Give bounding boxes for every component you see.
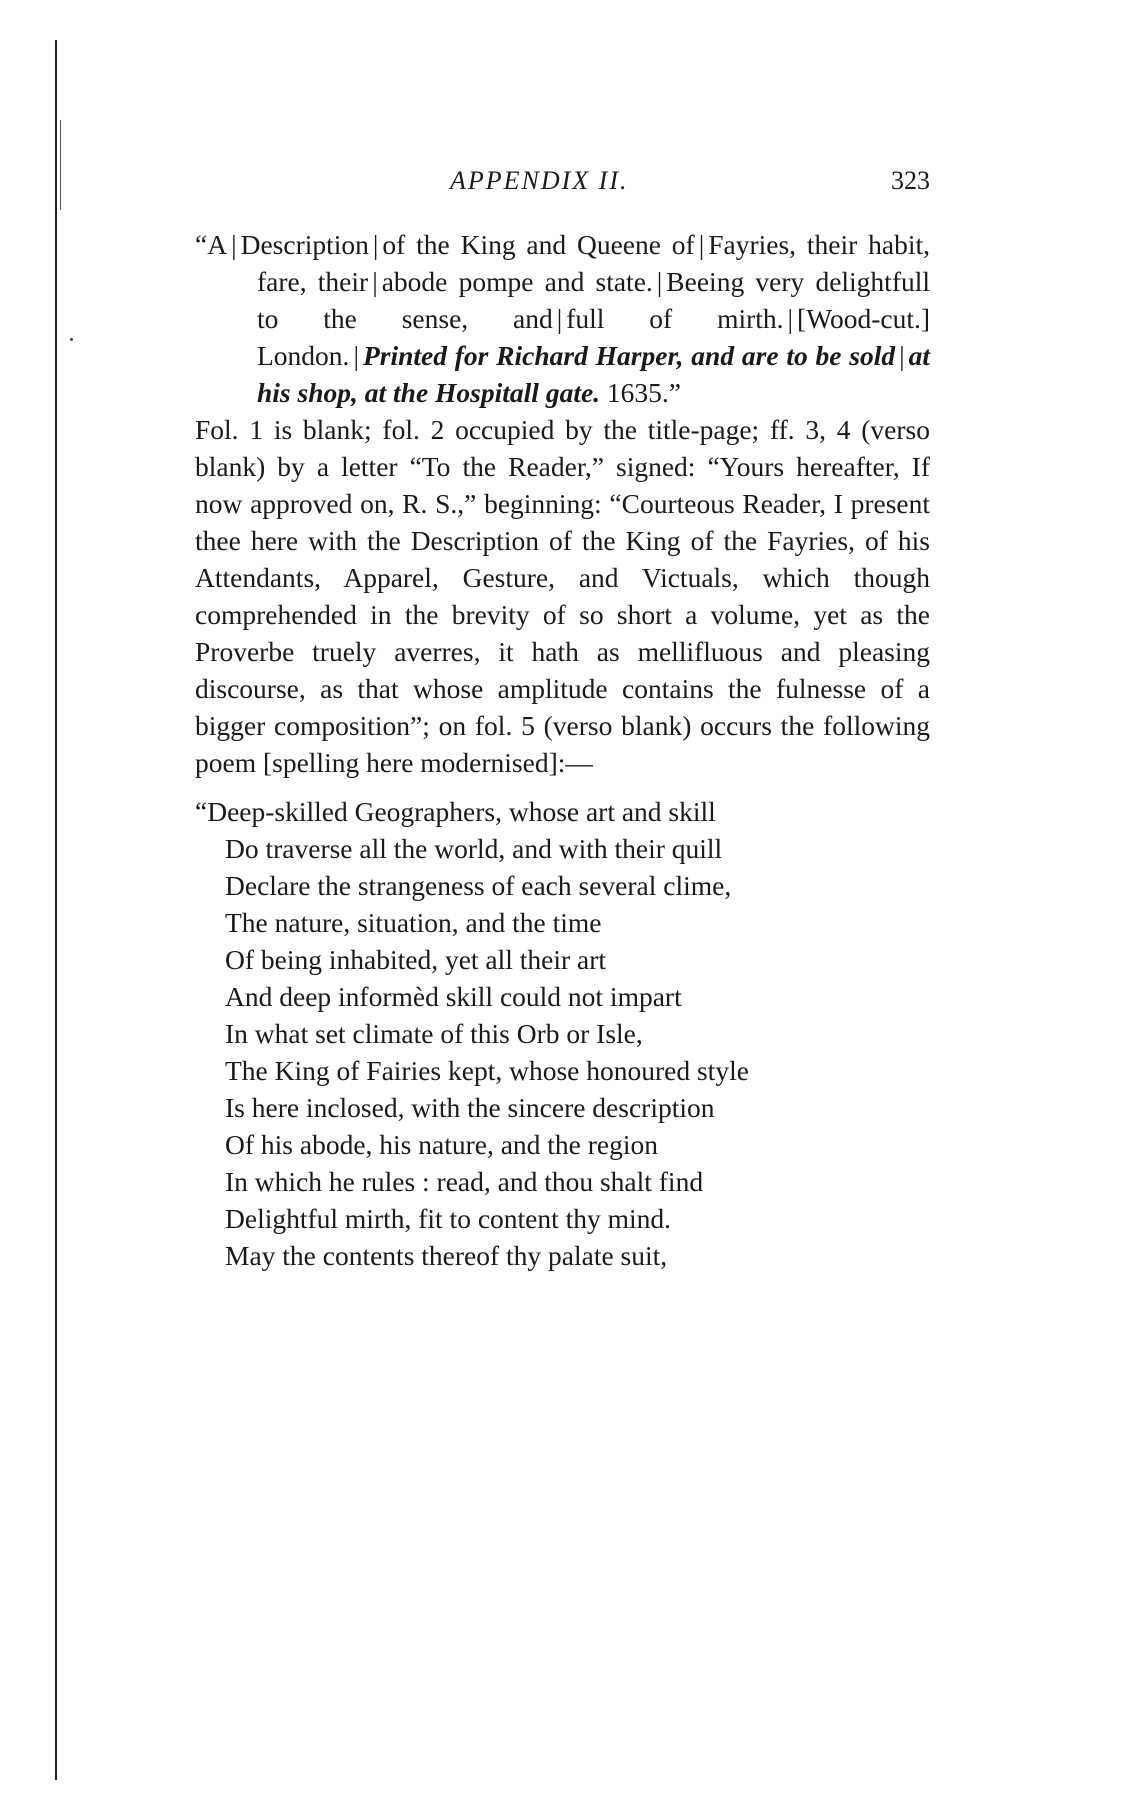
title-date: 1635.” — [606, 377, 682, 408]
title-page-transcription: “A | Description | of the King and Queene of | Fayries, their habit, fare, their | abode pompe and state. | Beeing very delightfull to the sense, and | full of mirth. | [Wood-cut.] London. | Printed for Richard Harper, and are to be sold | at his shop, at the Hospitall gate. 1635.” — [195, 229, 931, 408]
page-header — [195, 166, 930, 206]
poem-line: Delightful mirth, fit to content thy mind. — [225, 1203, 672, 1234]
title-part: of the King and Queene of — [382, 229, 695, 260]
poem-line: Of being inhabited, yet all their art — [225, 944, 607, 975]
page-number: 323 — [891, 166, 930, 195]
running-title: APPENDIX II. — [450, 166, 629, 195]
poem-line: “Deep-skilled Geographers, whose art and skill — [195, 796, 716, 827]
poem-line: The nature, situation, and the time — [225, 907, 602, 938]
poem — [195, 793, 930, 1274]
title-part: abode pompe and state. — [381, 266, 653, 297]
title-open: “A — [195, 229, 228, 260]
poem-line: Is here inclosed, with the sincere description — [225, 1092, 715, 1123]
poem-line: And deep informèd skill could not impart — [225, 981, 682, 1012]
title-imprint: Printed for Richard Harper, and are to be sold — [362, 340, 896, 371]
poem-line: Do traverse all the world, and with their quill — [225, 833, 723, 864]
page-body — [195, 226, 930, 1274]
binding-edge-line — [55, 40, 57, 1780]
title-part: full of mirth. — [566, 303, 784, 334]
paper-speck — [70, 338, 73, 341]
poem-line: The King of Fairies kept, whose honoured style — [225, 1055, 749, 1086]
collation-paragraph: Fol. 1 is blank; fol. 2 occupied by the title-page; ff. 3, 4 (verso blank) by a letter “To the Reader,” signed: “Yours hereafter, If now approved on, R. S.,” beginning: “Courteous Reader, I present thee here with the Description of the King of the Fayries, of his Attendants, Apparel, Gesture, and Victuals, which though comprehended in the brevity of so short a volume, yet as the Proverbe truely averres, it hath as mellifluous and pleasing discourse, as that whose amplitude contains the fulnesse of a bigger composition”; on fol. 5 (verso blank) occurs the following poem [spelling here modernised]:— — [195, 414, 930, 778]
poem-line: Declare the strangeness of each several clime, — [225, 870, 732, 901]
title-part: [Wood-cut.] London. — [257, 303, 930, 371]
title-part: Description — [240, 229, 369, 260]
title-imprint: at his shop, at the Hospitall gate. — [257, 340, 930, 408]
title-part: Fayries, their habit, fare, their — [257, 229, 930, 297]
poem-line: Of his abode, his nature, and the region — [225, 1129, 659, 1160]
binding-edge-mark — [60, 120, 61, 210]
title-part: Beeing very delightfull to the sense, and — [257, 266, 931, 334]
poem-line: May the contents thereof thy palate suit, — [225, 1240, 668, 1271]
poem-line: In what set climate of this Orb or Isle, — [225, 1018, 643, 1049]
poem-line: In which he rules : read, and thou shalt find — [225, 1166, 704, 1197]
